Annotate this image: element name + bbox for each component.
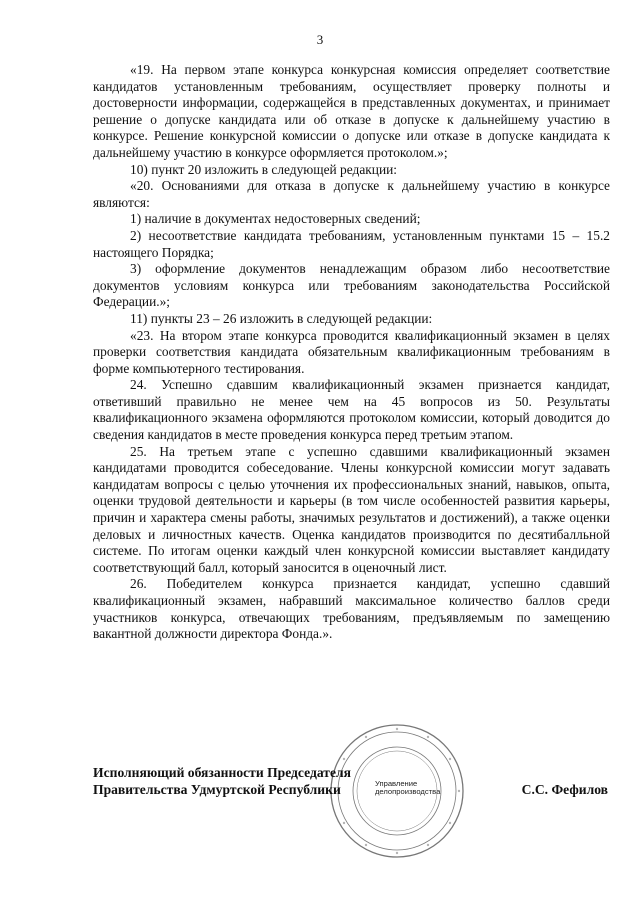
list-item-2: 2) несоответствие кандидата требованиям, установленным пунктами 15 – 15.2 настоящего Порядка; <box>93 227 610 260</box>
list-item-3: 3) оформление документов ненадлежащим образом либо несоответствие документов условиям конкурса или требованиям законодательства Российской Федерации.»; <box>93 261 610 310</box>
paragraph-amend-11: 11) пункты 23 – 26 изложить в следующей редакции: <box>130 310 433 326</box>
seal-text-line-1: Управление <box>375 779 418 788</box>
page-number: 3 <box>316 32 324 47</box>
paragraph-24: 24. Успешно сдавшим квалификационный экзамен признается кандидат, ответивший правильно не менее чем на 45 вопросов из 50. Результаты квалификационного экзамена оформляются протоколом комиссии, который доводится до сведения кандидатов в месте проведения конкурса перед третьим этапом. <box>93 377 610 443</box>
signatory-title-line-2: Правительства Удмуртской Республики <box>93 782 341 797</box>
signatory-title-line-1: Исполняющий обязанности Председателя <box>93 765 352 780</box>
paragraph-19: «19. На первом этапе конкурса конкурсная комиссия определяет соответствие кандидатов установленным требованиям, осуществляет проверку полноты и достоверности информации, содержащейся в представленных документах, и принимает решение о допуске кандидата или об отказе в допуске к дальнейшему участию в конкурсе. Решение конкурсной комиссии о допуске или отказе в допуске кандидата к дальнейшему участию в конкурсе оформляется протоколом.»; <box>93 62 610 160</box>
seal-text-line-2: делопроизводства <box>375 787 441 797</box>
signatory-name: С.С. Фефилов <box>521 782 608 797</box>
paragraph-26: 26. Победителем конкурса признается кандидат, успешно сдавший квалификационный экзамен, набравший максимальное количество баллов среди участников конкурса, отвечающих требованиям, предъявляемым по замещению вакантной должности директора Фонда.». <box>93 576 610 642</box>
paragraph-20: «20. Основаниями для отказа в допуске к дальнейшему участию в конкурсе являются: <box>93 178 610 210</box>
paragraph-23: «23. На втором этапе конкурса проводится квалификационный экзамен в целях проверки соответствия кандидата обязательным квалификационным требованиям в форме компьютерного тестирования. <box>93 327 610 376</box>
paragraph-amend-10: 10) пункт 20 изложить в следующей редакции: <box>130 161 398 177</box>
list-item-1: 1) наличие в документах недостоверных сведений; <box>130 211 421 227</box>
signature-block <box>93 764 610 798</box>
paragraph-25: 25. На третьем этапе с успешно сдавшими квалификационный экзамен кандидатами проводится собеседование. Члены конкурсной комиссии могут задавать кандидатам вопросы с целью уточнения их профессиональных знаний, навыков, опыта, оценки трудовой деятельности и карьеры (в том числе особенностей развития карьеры, причин и характера смены работы, значимых результатов и достижений), а также оценки деловых и личностных качеств. Оценка кандидатов производится по десятибалльной системе. По итогам оценки каждый член конкурсной комиссии выставляет кандидату соответствующий балл, который заносится в оценочный лист. <box>93 443 610 575</box>
document-body <box>93 62 610 643</box>
